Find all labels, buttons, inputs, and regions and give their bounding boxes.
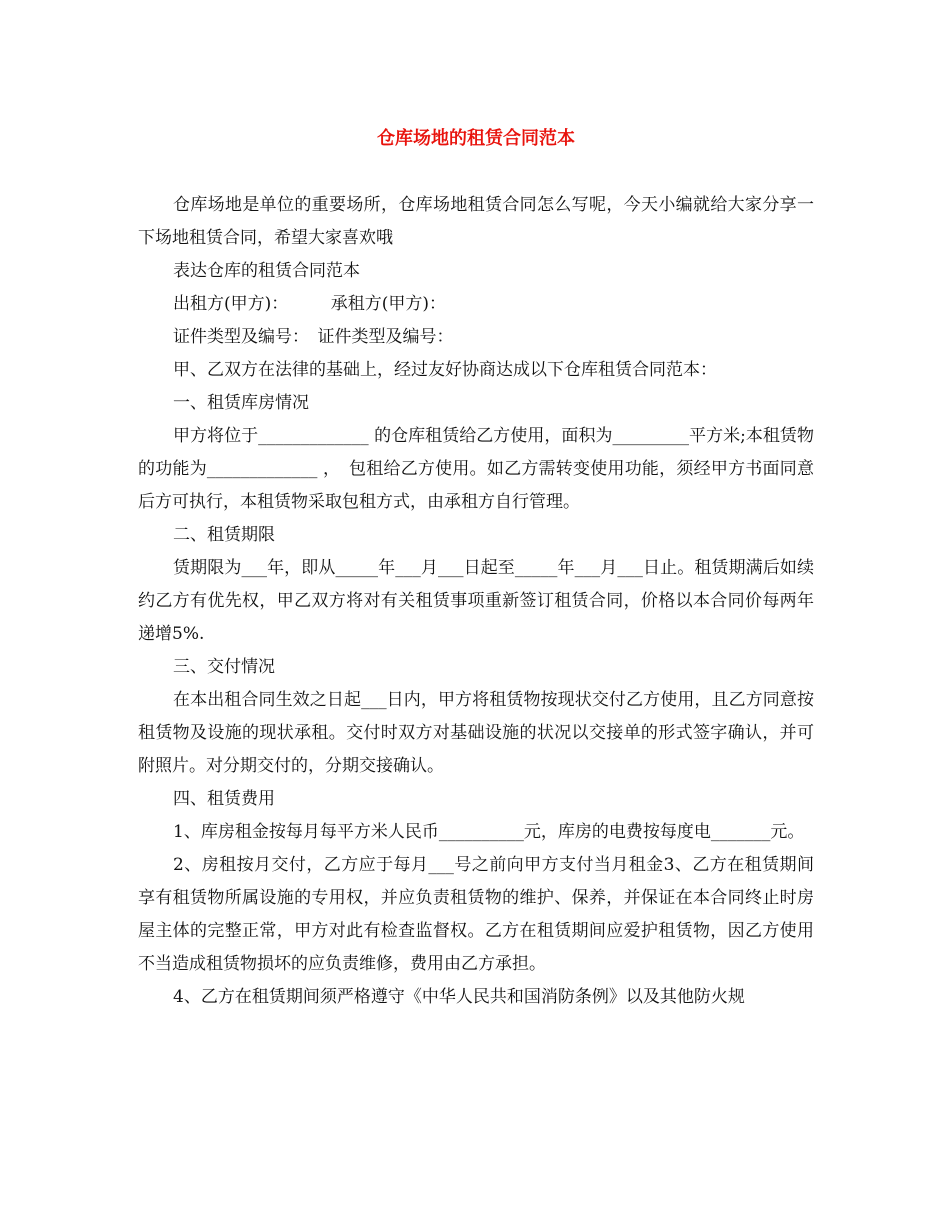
paragraph-parties: 出租方(甲方)： 承租方(甲方)： [173, 294, 447, 314]
document-title: 仓库场地的租赁合同范本 [377, 128, 575, 149]
paragraph-delivery: 在本出租合同生效之日起___日内，甲方将租赁物按现状交付乙方使用，且乙方同意按租赁物及设施的现状承租。交付时双方对基础设施的状况以交接单的形式签字确认，并可附照片。对分期交付的，分期交接确认。 [138, 690, 814, 776]
paragraph-intro: 仓库场地是单位的重要场所，仓库场地租赁合同怎么写呢，今天小编就给大家分享一下场地租赁合同，希望大家喜欢哦 [138, 195, 814, 248]
section-heading-2: 二、租赁期限 [173, 525, 275, 545]
document-body [138, 189, 814, 1014]
paragraph-warehouse: 甲方将位于_____________ 的仓库租赁给乙方使用，面积为_________平方米;本租赁物的功能为_____________ ， 包租给乙方使用。如乙方需转变使用功能，须经甲方书面同意后方可执行，本租赁物采取包租方式，由承租方自行管理。 [138, 426, 814, 512]
paragraph-rent-2: 2、房租按月交付，乙方应于每月___号之前向甲方支付当月租金3、乙方在租赁期间享有租赁物所属设施的专用权，并应负责租赁物的维护、保养，并保证在本合同终止时房屋主体的完整正常，甲方对此有检查监督权。乙方在租赁期间应爱护租赁物，因乙方使用不当造成租赁物损坏的应负责维修，费用由乙方承担。 [138, 855, 814, 974]
paragraph-id-types: 证件类型及编号： 证件类型及编号： [173, 327, 454, 347]
paragraph-term: 赁期限为___年，即从_____年___月___日起至_____年___月___日止。租赁期满后如续约乙方有优先权，甲乙双方将对有关租赁事项重新签订租赁合同，价格以本合同价每两年递增5%. [138, 558, 814, 644]
paragraph-subtitle: 表达仓库的租赁合同范本 [173, 261, 360, 281]
paragraph-rent-1: 1、库房租金按每月每平方米人民币__________元，库房的电费按每度电_______元。 [173, 822, 805, 842]
section-heading-1: 一、租赁库房情况 [173, 393, 309, 413]
section-heading-4: 四、租赁费用 [173, 789, 275, 809]
paragraph-agreement: 甲、乙双方在法律的基础上，经过友好协商达成以下仓库租赁合同范本： [173, 360, 717, 380]
paragraph-rent-4: 4、乙方在租赁期间须严格遵守《中华人民共和国消防条例》以及其他防火规 [173, 987, 745, 1007]
section-heading-3: 三、交付情况 [173, 657, 275, 677]
